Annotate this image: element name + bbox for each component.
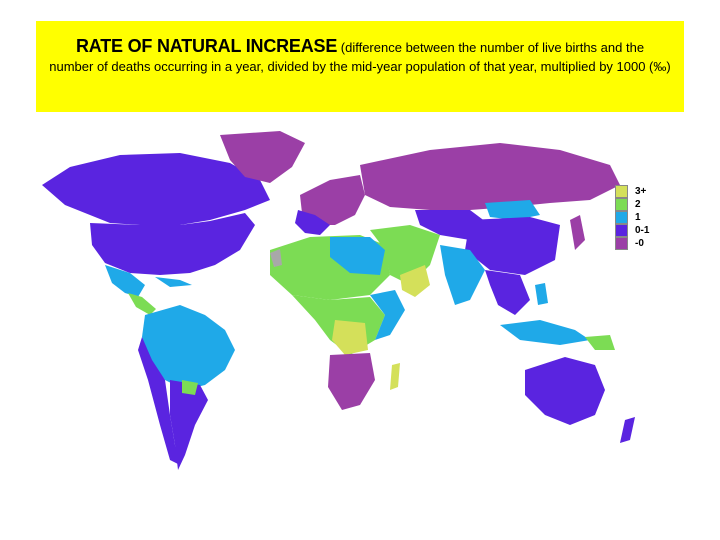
legend-item bbox=[615, 237, 665, 250]
title-description-rest: number of deaths occurring in a year, divided by the mid-year population of that year, multiplied by 1000 (‰) bbox=[49, 59, 671, 74]
region-indonesia bbox=[500, 320, 590, 345]
legend-label: 0-1 bbox=[635, 225, 650, 236]
region-russia bbox=[360, 143, 620, 210]
legend-swatch bbox=[615, 237, 628, 250]
region-mongolia bbox=[485, 200, 540, 220]
legend-item bbox=[615, 211, 665, 224]
legend-item bbox=[615, 198, 665, 211]
title-banner bbox=[36, 21, 684, 112]
legend-label: 3+ bbox=[635, 186, 647, 197]
legend-label: 1 bbox=[635, 212, 641, 223]
legend-label: -0 bbox=[635, 238, 644, 249]
region-png bbox=[585, 335, 615, 350]
region-congo bbox=[332, 320, 368, 355]
legend-swatch bbox=[615, 224, 628, 237]
region-southern-africa bbox=[328, 353, 375, 410]
title-line-1 bbox=[42, 38, 678, 56]
map-title: RATE OF NATURAL INCREASE bbox=[75, 36, 338, 56]
legend-swatch bbox=[615, 211, 628, 224]
region-australia bbox=[525, 357, 605, 425]
region-japan bbox=[570, 215, 585, 250]
region-central-america bbox=[128, 293, 156, 315]
region-madagascar bbox=[390, 363, 400, 390]
region-southeast-asia bbox=[485, 270, 530, 315]
title-description-start: (difference between the number of live births and the bbox=[340, 40, 645, 55]
map-legend bbox=[615, 185, 665, 250]
region-caribbean bbox=[155, 277, 192, 287]
world-map bbox=[30, 125, 690, 485]
region-new-zealand bbox=[620, 417, 635, 443]
legend-swatch bbox=[615, 198, 628, 211]
legend-swatch bbox=[615, 185, 628, 198]
legend-label: 2 bbox=[635, 199, 641, 210]
legend-item bbox=[615, 224, 665, 237]
region-philippines bbox=[535, 283, 548, 305]
legend-item bbox=[615, 185, 665, 198]
